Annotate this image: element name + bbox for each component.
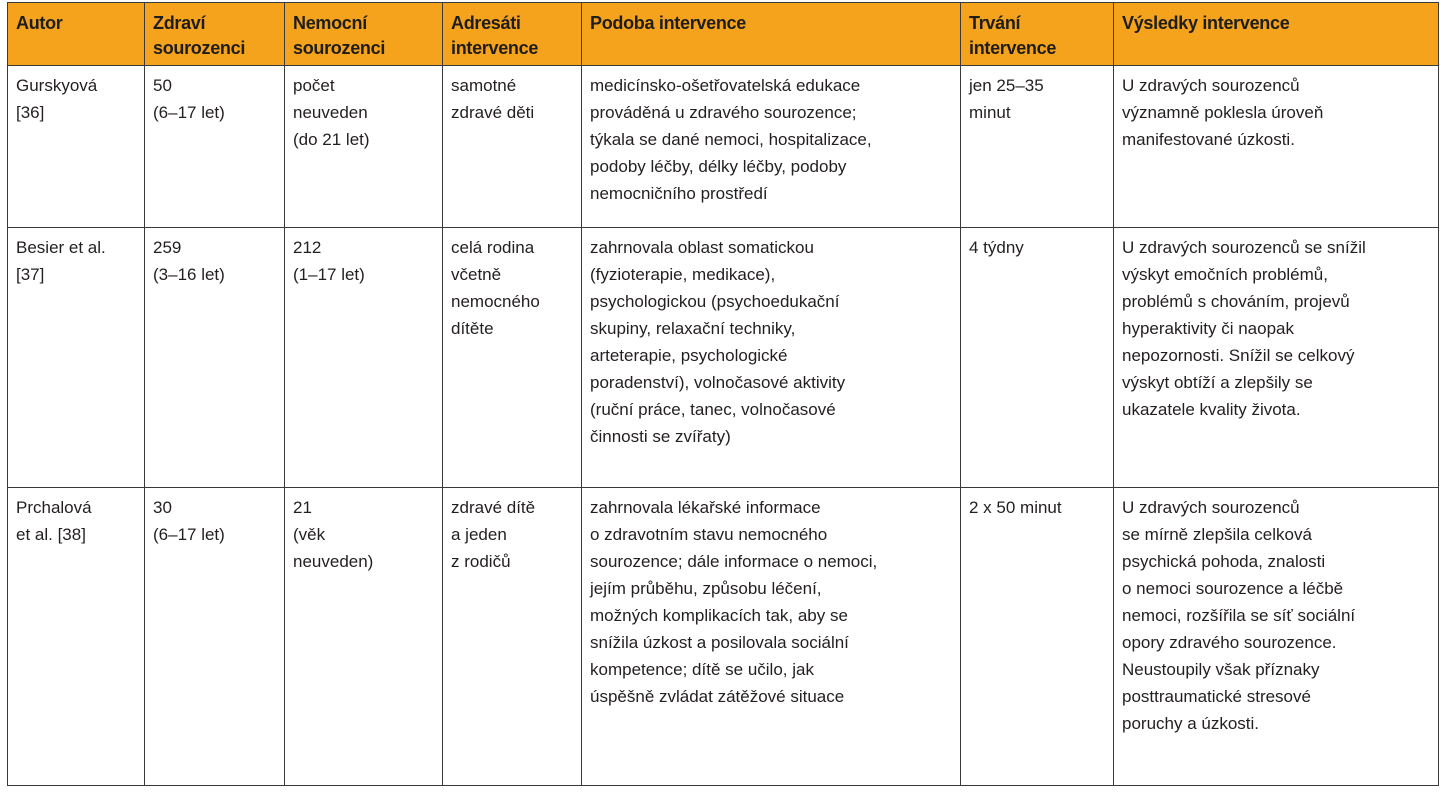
cell-author [8, 228, 145, 488]
cell-intervention-form [582, 488, 961, 786]
cell-addressees [443, 488, 582, 786]
cell-line: medicínsko-ošetřovatelská edukace [590, 76, 861, 95]
header-line: Podoba intervence [590, 13, 746, 33]
cell-line: opory zdravého sourozence. [1122, 633, 1337, 652]
cell-line: posttraumatické stresové [1122, 687, 1311, 706]
cell-line: samotné [451, 76, 517, 95]
cell-line: zdravé dítě [451, 498, 536, 517]
cell-line: skupiny, relaxační techniky, [590, 319, 796, 338]
table-row [8, 66, 1439, 228]
cell-addressees [443, 228, 582, 488]
cell-results [1114, 228, 1439, 488]
cell-line: hyperaktivity či naopak [1122, 319, 1294, 338]
cell-line: Neustoupily však příznaky [1122, 660, 1320, 679]
cell-line: nemocničního prostředí [590, 184, 768, 203]
header-line: Adresáti [451, 13, 521, 33]
cell-line: nemocného [451, 292, 540, 311]
header-line: intervence [969, 38, 1057, 58]
cell-line: sourozence; dále informace o nemoci, [590, 552, 878, 571]
cell-line: Prchalová [16, 498, 92, 517]
cell-line: poruchy a úzkosti. [1122, 714, 1260, 733]
header-line: sourozenci [293, 38, 386, 58]
cell-line: 21 [293, 498, 312, 517]
cell-duration [961, 66, 1114, 228]
cell-duration [961, 228, 1114, 488]
cell-line: arteterapie, psychologické [590, 346, 788, 365]
cell-ill-siblings [285, 228, 443, 488]
cell-duration [961, 488, 1114, 786]
cell-ill-siblings [285, 66, 443, 228]
cell-line: nemoci, rozšířila se síť sociální [1122, 606, 1356, 625]
cell-line: výskyt obtíží a zlepšily se [1122, 373, 1313, 392]
cell-line: U zdravých sourozenců [1122, 498, 1300, 517]
header-line: intervence [451, 38, 539, 58]
cell-healthy-siblings [145, 228, 285, 488]
cell-line: o nemoci sourozence a léčbě [1122, 579, 1344, 598]
cell-line: zahrnovala lékařské informace [590, 498, 821, 517]
cell-line: 259 [153, 238, 182, 257]
cell-line: et al. [38] [16, 525, 86, 544]
cell-line: jejím průběhu, způsobu léčení, [590, 579, 822, 598]
cell-line: 212 [293, 238, 322, 257]
header-line: Nemocní [293, 13, 367, 33]
header-ill-siblings [285, 3, 443, 66]
cell-line: (do 21 let) [293, 130, 370, 149]
cell-line: [37] [16, 265, 45, 284]
cell-line: poradenství), volnočasové aktivity [590, 373, 846, 392]
cell-addressees [443, 66, 582, 228]
cell-line: neuveden) [293, 552, 374, 571]
header-healthy-siblings [145, 3, 285, 66]
header-line: Autor [16, 13, 63, 33]
cell-line: o zdravotním stavu nemocného [590, 525, 828, 544]
cell-intervention-form [582, 66, 961, 228]
cell-line: významně poklesla úroveň [1122, 103, 1324, 122]
cell-line: (6–17 let) [153, 525, 225, 544]
cell-line: problémů s chováním, projevů [1122, 292, 1350, 311]
cell-line: U zdravých sourozenců [1122, 76, 1300, 95]
cell-line: se mírně zlepšila celková [1122, 525, 1312, 544]
cell-line: a jeden [451, 525, 507, 544]
cell-line: (věk [293, 525, 326, 544]
cell-healthy-siblings [145, 488, 285, 786]
cell-line: z rodičů [451, 552, 511, 571]
cell-line: podoby léčby, délky léčby, podoby [590, 157, 847, 176]
header-results [1114, 3, 1439, 66]
cell-results [1114, 488, 1439, 786]
cell-line: 30 [153, 498, 172, 517]
cell-line: 50 [153, 76, 172, 95]
cell-healthy-siblings [145, 66, 285, 228]
cell-line: úspěšně zvládat zátěžové situace [590, 687, 845, 706]
cell-line: (6–17 let) [153, 103, 225, 122]
header-intervention-form [582, 3, 961, 66]
header-line: Výsledky intervence [1122, 13, 1290, 33]
cell-line: jen 25–35 [969, 76, 1044, 95]
cell-line: zdravé děti [451, 103, 535, 122]
cell-line: počet [293, 76, 335, 95]
cell-line: psychologickou (psychoedukační [590, 292, 840, 311]
cell-line: minut [969, 103, 1011, 122]
cell-intervention-form [582, 228, 961, 488]
cell-line: (ruční práce, tanec, volnočasové [590, 400, 836, 419]
cell-line: prováděná u zdravého sourozence; [590, 103, 857, 122]
cell-line: týkala se dané nemoci, hospitalizace, [590, 130, 872, 149]
cell-line: (fyzioterapie, medikace), [590, 265, 776, 284]
cell-line: výskyt emočních problémů, [1122, 265, 1328, 284]
cell-author [8, 488, 145, 786]
cell-line: včetně [451, 265, 502, 284]
cell-line: 2 x 50 minut [969, 498, 1062, 517]
cell-line: U zdravých sourozenců se snížil [1122, 238, 1366, 257]
cell-line: kompetence; dítě se učilo, jak [590, 660, 814, 679]
cell-line: ukazatele kvality života. [1122, 400, 1301, 419]
cell-line: 4 týdny [969, 238, 1024, 257]
cell-line: nepozornosti. Snížil se celkový [1122, 346, 1355, 365]
cell-line: [36] [16, 103, 45, 122]
cell-line: činnosti se zvířaty) [590, 427, 731, 446]
header-addressees [443, 3, 582, 66]
header-line: sourozenci [153, 38, 246, 58]
header-line: Trvání [969, 13, 1021, 33]
cell-line: celá rodina [451, 238, 535, 257]
cell-line: zahrnovala oblast somatickou [590, 238, 814, 257]
cell-line: (3–16 let) [153, 265, 225, 284]
cell-line: Gurskyová [16, 76, 98, 95]
cell-line: psychická pohoda, znalosti [1122, 552, 1326, 571]
cell-line: (1–17 let) [293, 265, 365, 284]
header-duration [961, 3, 1114, 66]
header-author [8, 3, 145, 66]
cell-author [8, 66, 145, 228]
cell-line: snížila úzkost a posilovala sociální [590, 633, 849, 652]
cell-line: Besier et al. [16, 238, 106, 257]
cell-results [1114, 66, 1439, 228]
header-line: Zdraví [153, 13, 206, 33]
table-row [8, 228, 1439, 488]
cell-line: neuveden [293, 103, 368, 122]
table-row [8, 488, 1439, 786]
cell-ill-siblings [285, 488, 443, 786]
cell-line: možných komplikacích tak, aby se [590, 606, 848, 625]
header-row [8, 3, 1439, 66]
cell-line: dítěte [451, 319, 494, 338]
cell-line: manifestované úzkosti. [1122, 130, 1295, 149]
intervention-table [7, 2, 1439, 786]
